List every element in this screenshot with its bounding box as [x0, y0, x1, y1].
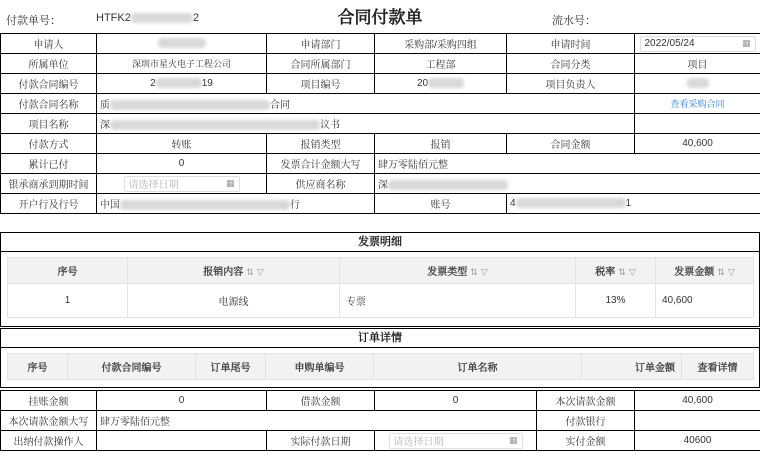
- actual-date-placeholder: 请选择日期: [393, 437, 444, 448]
- calendar-icon: ▦: [225, 178, 235, 188]
- sort-icon[interactable]: ⇅: [618, 267, 626, 277]
- actual-amount-value: 40600: [635, 431, 760, 451]
- invoice-rate: 13%: [576, 284, 656, 318]
- order-col-contract-no: 付款合同编号: [68, 354, 196, 380]
- invoice-type: 专票: [340, 284, 576, 318]
- info-table: [0, 33, 760, 214]
- bank-prefix: 中国: [100, 200, 120, 211]
- project-no-value: [375, 74, 507, 94]
- view-contract-link[interactable]: 查看采购合同: [670, 99, 725, 109]
- applicant-label: 申请人: [1, 34, 97, 54]
- invoice-upper-label: 发票合计金额大写: [267, 154, 375, 174]
- redacted-block: [120, 200, 290, 210]
- contract-name-suffix: 合同: [270, 100, 290, 111]
- paid-total-value: 0: [97, 154, 267, 174]
- supplier-prefix: 深: [378, 180, 388, 191]
- order-section-title: 订单详情: [0, 328, 760, 348]
- filter-icon[interactable]: ▽: [628, 267, 636, 277]
- order-col-tail: 订单尾号: [196, 354, 266, 380]
- redacted-block: [110, 120, 320, 130]
- account-value: [507, 194, 760, 214]
- bank-suffix: 行: [290, 200, 300, 211]
- acceptance-due-cell: [97, 174, 267, 194]
- dept-label: 申请部门: [267, 34, 375, 54]
- project-no-prefix: 20: [416, 78, 429, 89]
- invoice-table-wrap: [0, 251, 760, 327]
- actual-date-label: 实际付款日期: [267, 431, 375, 451]
- acceptance-due-label: 银承商承到期时间: [1, 174, 97, 194]
- request-upper-value: 肆万零陆佰元整: [97, 411, 537, 431]
- redacted-block: [687, 78, 709, 88]
- calendar-icon: ▦: [508, 435, 518, 445]
- filter-icon[interactable]: ▽: [480, 267, 488, 277]
- col-amount[interactable]: [656, 258, 754, 284]
- apply-time-cell: [635, 34, 760, 54]
- redacted-block: [156, 78, 202, 88]
- calendar-icon: ▦: [741, 38, 751, 48]
- contract-name-label: 付款合同名称: [1, 94, 97, 114]
- project-no-label: 项目编号: [267, 74, 375, 94]
- view-contract-cell: [635, 94, 760, 114]
- invoice-section-title: 发票明细: [0, 232, 760, 252]
- bank-value: [97, 194, 375, 214]
- actual-date-cell: [375, 431, 537, 451]
- applicant-value: [97, 34, 267, 54]
- redacted-block: [388, 180, 508, 190]
- order-table-wrap: [0, 347, 760, 388]
- invoice-amount: 40,600: [656, 284, 754, 318]
- bank-label: 开户行及行号: [1, 194, 97, 214]
- account-prefix: 4: [510, 198, 516, 209]
- account-label: 账号: [375, 194, 507, 214]
- sort-icon[interactable]: ⇅: [246, 267, 254, 277]
- order-col-amount: 订单金额: [582, 354, 682, 380]
- actual-amount-label: 实付金额: [537, 431, 635, 451]
- pay-method-value: 转账: [97, 134, 267, 154]
- paid-total-label: 累计已付: [1, 154, 97, 174]
- table-row: [8, 284, 754, 318]
- supplier-label: 供应商名称: [267, 174, 375, 194]
- order-table: [7, 353, 754, 380]
- project-name-extra: [635, 114, 760, 134]
- redacted-block: [158, 38, 206, 48]
- col-rate-label: 税率: [595, 267, 616, 278]
- invoice-upper-value: 肆万零陆佰元整: [375, 154, 760, 174]
- filter-icon[interactable]: ▽: [727, 267, 735, 277]
- contract-no-suffix: 19: [201, 78, 213, 89]
- contract-name-prefix: 质: [100, 100, 110, 111]
- request-amount-value: 40,600: [635, 391, 760, 411]
- contract-name-value: [97, 94, 635, 114]
- actual-date-input[interactable]: [389, 433, 523, 449]
- redacted-block: [428, 78, 464, 88]
- pay-bank-value: [635, 411, 760, 431]
- cashier-value: [97, 431, 267, 451]
- invoice-table: [7, 257, 754, 318]
- project-name-value: [97, 114, 635, 134]
- order-col-name: 订单名称: [374, 354, 582, 380]
- project-name-prefix: 深: [100, 120, 110, 131]
- col-content[interactable]: [128, 258, 340, 284]
- project-name-suffix: 议书: [320, 120, 340, 131]
- expense-type-label: 报销类型: [267, 134, 375, 154]
- invoice-header-row: [8, 258, 754, 284]
- contract-amount-value: 40,600: [635, 134, 760, 154]
- dept-value: 采购部/采购四组: [375, 34, 507, 54]
- order-col-index: 序号: [8, 354, 68, 380]
- form-no-label: 付款单号：: [6, 15, 61, 27]
- order-col-request-no: 申购单编号: [266, 354, 374, 380]
- request-amount-label: 本次请款金额: [537, 391, 635, 411]
- invoice-index: 1: [8, 284, 128, 318]
- contract-dept-value: 工程部: [375, 54, 507, 74]
- loan-amount-label: 借款金额: [267, 391, 375, 411]
- contract-category-value: 项目: [635, 54, 760, 74]
- hang-amount-label: 挂账金额: [1, 391, 97, 411]
- col-index-label: 序号: [57, 267, 78, 278]
- unit-value: 深圳市星火电子工程公司: [97, 54, 267, 74]
- invoice-content: 电源线: [128, 284, 340, 318]
- sort-icon[interactable]: ⇅: [470, 267, 478, 277]
- contract-no-prefix: 2: [150, 78, 156, 89]
- footer-table: [0, 390, 760, 451]
- contract-amount-label: 合同金额: [507, 134, 635, 154]
- acceptance-due-placeholder: 请选择日期: [128, 180, 179, 191]
- project-name-label: 项目名称: [1, 114, 97, 134]
- redacted-block: [516, 198, 626, 208]
- request-upper-label: 本次请款金额大写: [1, 411, 97, 431]
- col-index: [8, 258, 128, 284]
- serial-no-label: 流水号：: [552, 15, 596, 27]
- filter-icon[interactable]: ▽: [256, 267, 264, 277]
- contract-category-label: 合同分类: [507, 54, 635, 74]
- redacted-block: [110, 100, 270, 110]
- sort-icon[interactable]: ⇅: [717, 267, 725, 277]
- loan-amount-value: 0: [375, 391, 537, 411]
- form-header: [0, 0, 760, 32]
- col-type-label: 发票类型: [427, 267, 468, 278]
- project-lead-label: 项目负责人: [507, 74, 635, 94]
- form-no-suffix: 2: [192, 12, 199, 24]
- unit-label: 所属单位: [1, 54, 97, 74]
- form-no-prefix: HTFK2: [96, 12, 131, 24]
- acceptance-due-input[interactable]: [124, 176, 240, 192]
- apply-time-label: 申请时间: [507, 34, 635, 54]
- col-rate[interactable]: [576, 258, 656, 284]
- col-type[interactable]: [340, 258, 576, 284]
- apply-time-value: 2022/05/24: [644, 38, 695, 49]
- project-lead-value: [635, 74, 760, 94]
- col-amount-label: 发票金额: [674, 267, 715, 278]
- contract-no-label: 付款合同编号: [1, 74, 97, 94]
- cashier-label: 出纳付款操作人: [1, 431, 97, 451]
- page-title: 合同付款单: [337, 8, 423, 27]
- account-suffix: 1: [625, 198, 632, 209]
- expense-type-value: 报销: [375, 134, 507, 154]
- pay-method-label: 付款方式: [1, 134, 97, 154]
- order-header-row: [8, 354, 754, 380]
- hang-amount-value: 0: [97, 391, 267, 411]
- contract-dept-label: 合同所属部门: [267, 54, 375, 74]
- apply-time-input[interactable]: [640, 36, 756, 52]
- col-content-label: 报销内容: [203, 267, 244, 278]
- pay-bank-label: 付款银行: [537, 411, 635, 431]
- order-col-detail: 查看详情: [682, 354, 754, 380]
- contract-no-value: [97, 74, 267, 94]
- supplier-value: [375, 174, 760, 194]
